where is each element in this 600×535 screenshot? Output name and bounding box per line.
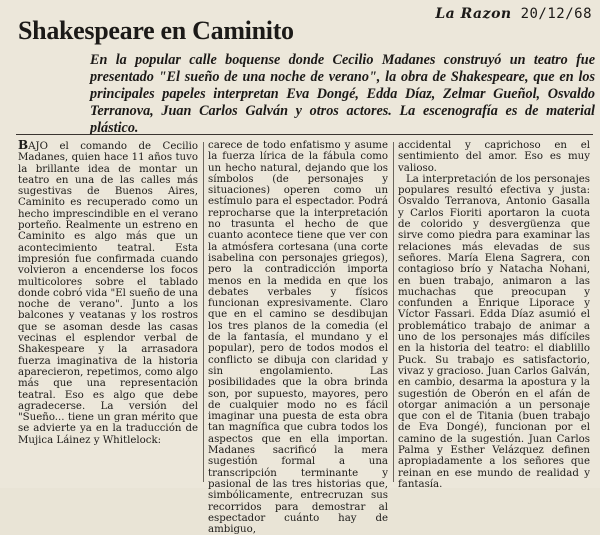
drop-cap: B: [18, 138, 29, 152]
article-column-3: [398, 140, 590, 490]
paragraph-text: AJO el comando de Cecilio Madanes, quien hace 11 años tuvo la brillante idea de montar un teatro en una de las calles más sugestivas de Buenos Aires, Caminito es recuperado como un hecho imprescindible en el verano porteño. Realmente un estreno en Caminito es algo más que un acontecimiento teatral. Esta impresión fue confirmada cuando volvieron a encenderse los focos multicolores sobre el tablado donde cobró vida "El sueño de una noche de verano". Junto a los balcones y veatanas y los rostros que se asoman desde las casas vecinas el esplendor verbal de Shakespeare y la arrasadora fuerza imaginativa de la historia aparecieron, repetimos, como algo más que una representación teatral. Eso es algo que debe agradecerse. La versión del "Sueño... tiene un gran mérito que se advierte ya en la traducción de Mujica Láinez y Whitlelock:: [18, 141, 198, 446]
article-paragraph: La interpretación de los personajes populares resultó efectiva y justa: Osvaldo Terranova, Antonio Gasalla y Carlos Fioriti aportaron la cuota de colorido y desvergüenza que sirve como piedra para examinar las relaciones más elevadas de sus señores. María Elena Sagrera, con contagioso brío y Natacha Nohani, en buen trabajo, animaron a las muchachas que preocupan y confunden a Enrique Liporace y Víctor Fassari. Edda Díaz asumió el problemático trabajo de animar a uno de los personajes más difíciles en la historia del teatro: el diablillo Puck. Su trabajo es satisfactorio, vivaz y gracioso. Juan Carlos Galván, en cambio, desarma la apostura y la sugestión de Oberón en el afán de otorgar animación a un personaje que con el de Titania (buen trabajo de Eva Dongé), funcionan por el camino de la sugestión. Juan Carlos Palma y Esther Velázquez definen apropiadamente a los señores que reinan en ese mundo de realidad y fantasía.: [398, 173, 590, 490]
article-body: [18, 138, 592, 535]
article-column-1: [18, 140, 198, 484]
article-paragraph: [18, 140, 198, 446]
newspaper-name: La Razon: [435, 6, 512, 22]
publication-date: 20/12/68: [520, 6, 592, 22]
article-deck: En la popular calle boquense donde Cecilio Madanes construyó un teatro fue presentado "El sueño de una noche de verano", la obra de Shakespeare, que en los principales papeles interpretan Eva Dongé, Edda Díaz, Zelmar Gueñol, Osvaldo Terranova, Juan Carlos Galván y otros actores. La escenografía es de material plástico.: [90, 52, 595, 136]
article-paragraph: accidental y caprichoso en el sentimiento del amor. Eso es muy valioso.: [398, 140, 590, 174]
headline-rule: [16, 134, 593, 135]
article-paragraph: carece de todo enfatismo y asume la fuerza lírica de la fábula como un hecho natural, dejando que los símbolos (de personajes y situaciones) operen como un estímulo para el espectador. Podrá reprocharse que la interpretación no trasunta el hecho de que cuanto acontece tiene que ver con la atmósfera cortesana (una corte isabelina con personajes griegos), pero la contradicción importa menos en la medida en que los debates verbales y físicos funcionan expresivamente. Claro que en el camino se desdibujan los tres planos de la comedia (el de la fantasía, el mundano y el popular), pero de todos modos el conflicto se dibuja con claridad y sin engolamiento. Las posibilidades que la obra brinda son, por supuesto, mayores, pero de cualquier modo no es fácil imaginar una puesta de esta obra tan magnífica que cubra todos los aspectos que en ella importan. Madanes sacrificó la mera sugestión formal a una transcripción terminante y pasional de las tres historias que, simbólicamente, entrecruzan sus recorridos para demostrar al espectador cuánto hay de ambiguo,: [208, 140, 388, 535]
article-headline: Shakespeare en Caminito: [18, 16, 294, 45]
masthead: [435, 6, 592, 22]
article-column-2: [208, 140, 388, 535]
